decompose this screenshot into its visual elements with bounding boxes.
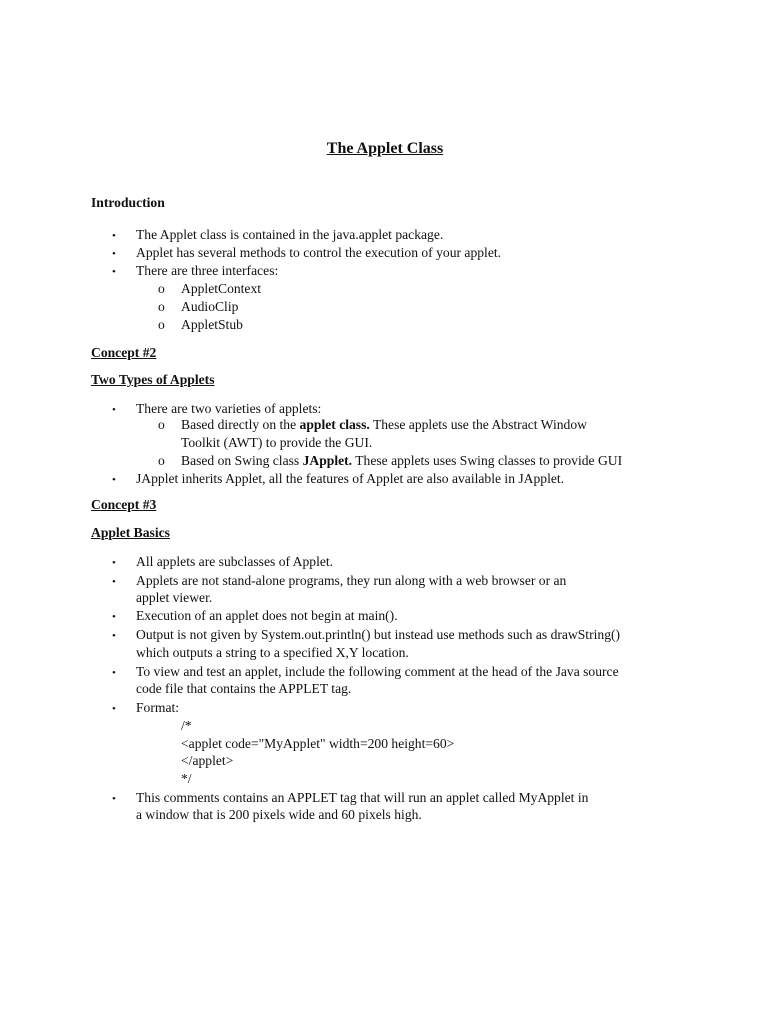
basics-bullet-5: To view and test an applet, include the following comment at the head of the Java source bbox=[136, 664, 619, 679]
code-line: /* bbox=[181, 718, 192, 733]
bullet-icon: • bbox=[112, 266, 116, 278]
basics-bullet-2-line-2: applet viewer. bbox=[136, 590, 213, 605]
code-line: <applet code="MyApplet" width=200 height=60> bbox=[181, 736, 455, 751]
bullet-icon: • bbox=[112, 630, 116, 642]
variety-1-text-cont: These applets use the Abstract Window bbox=[369, 417, 587, 432]
basics-bullet-4-line-2: which outputs a string to a specified X,Y location. bbox=[136, 645, 409, 660]
section-heading-concept-2: Concept #2 bbox=[91, 345, 157, 360]
bullet-icon: • bbox=[112, 248, 116, 260]
bullet-icon: • bbox=[112, 793, 116, 805]
interface-item: AppletContext bbox=[181, 281, 262, 296]
basics-bullet-4: Output is not given by System.out.println() but instead use methods such as drawString() bbox=[136, 627, 621, 642]
intro-bullet-3: There are three interfaces: bbox=[136, 263, 279, 278]
basics-bullet-6: Format: bbox=[136, 700, 180, 715]
section-heading-introduction: Introduction bbox=[91, 195, 165, 210]
circle-bullet-icon: o bbox=[158, 299, 165, 314]
bullet-icon: • bbox=[112, 703, 116, 715]
variety-1-bold: applet class. bbox=[299, 417, 370, 432]
variety-2-text-cont: These applets uses Swing classes to provide GUI bbox=[352, 453, 623, 468]
circle-bullet-icon: o bbox=[158, 317, 165, 332]
intro-bullet-1: The Applet class is contained in the java.applet package. bbox=[136, 227, 444, 242]
bullet-icon: • bbox=[112, 667, 116, 679]
basics-bullet-2: Applets are not stand-alone programs, they run along with a web browser or an bbox=[136, 573, 567, 588]
section-heading-concept-3: Concept #3 bbox=[91, 497, 157, 512]
code-line: </applet> bbox=[181, 753, 234, 768]
circle-bullet-icon: o bbox=[158, 281, 165, 296]
variety-2-bold: JApplet. bbox=[302, 453, 353, 468]
subheading-two-types-of-applets: Two Types of Applets bbox=[91, 372, 215, 387]
circle-bullet-icon: o bbox=[158, 453, 165, 468]
bullet-icon: • bbox=[112, 404, 116, 416]
basics-bullet-1: All applets are subclasses of Applet. bbox=[136, 554, 334, 569]
code-line: */ bbox=[181, 771, 192, 786]
variety-1-text: Based directly on the bbox=[181, 417, 300, 432]
bullet-icon: • bbox=[112, 474, 116, 486]
interface-item: AppletStub bbox=[181, 317, 243, 332]
applet-variety-1-line-2: Toolkit (AWT) to provide the GUI. bbox=[181, 435, 373, 450]
page-title: The Applet Class bbox=[326, 140, 444, 157]
intro-bullet-2: Applet has several methods to control the execution of your applet. bbox=[136, 245, 502, 260]
interface-item: AudioClip bbox=[181, 299, 239, 314]
applet-variety-2 bbox=[181, 452, 622, 470]
basics-bullet-7: This comments contains an APPLET tag that will run an applet called MyApplet in bbox=[136, 790, 589, 805]
concept2-bullet-1: There are two varieties of applets: bbox=[136, 401, 322, 416]
basics-bullet-3: Execution of an applet does not begin at main(). bbox=[136, 608, 398, 623]
circle-bullet-icon: o bbox=[158, 417, 165, 432]
basics-bullet-5-line-2: code file that contains the APPLET tag. bbox=[136, 681, 352, 696]
basics-bullet-7-line-2: a window that is 200 pixels wide and 60 pixels high. bbox=[136, 807, 422, 822]
applet-variety-1 bbox=[181, 416, 587, 434]
variety-2-text: Based on Swing class bbox=[181, 453, 303, 468]
bullet-icon: • bbox=[112, 557, 116, 569]
bullet-icon: • bbox=[112, 576, 116, 588]
subheading-applet-basics: Applet Basics bbox=[91, 525, 170, 540]
bullet-icon: • bbox=[112, 230, 116, 242]
bullet-icon: • bbox=[112, 611, 116, 623]
concept2-bullet-2: JApplet inherits Applet, all the features of Applet are also available in JApplet. bbox=[136, 471, 565, 486]
